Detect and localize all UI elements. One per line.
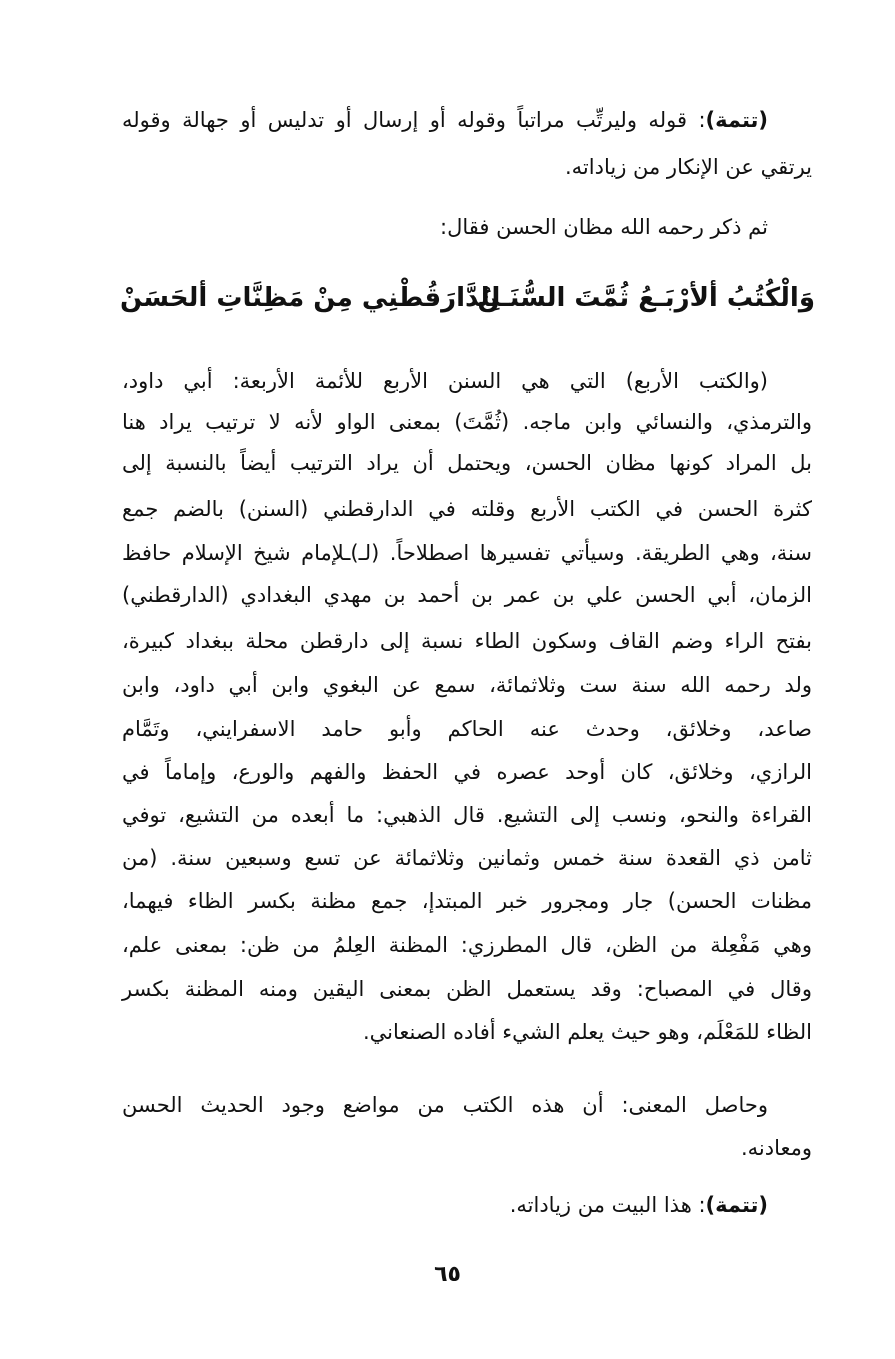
commentary-line-13: مظنات الحسن) جار ومجرور خبر المبتدإ، جمع مظنة بكسر الظاء فيهما،: [122, 889, 812, 913]
commentary-line-10: الرازي، وخلائق، كان أوحد عصره في الحفظ والفهم والورع، وإماماً في: [122, 760, 812, 784]
tatimma-label: (تتمة): [705, 108, 768, 132]
commentary-line-3: بل المراد كونها مظان الحسن، ويحتمل أن يراد الترتيب أيضاً بالنسبة إلى: [122, 451, 812, 475]
commentary-line-5: سنة، وهي الطريقة. وسيأتي تفسيرها اصطلاحاً. (لـ)ـلإمام شيخ الإسلام حافظ: [122, 541, 812, 565]
note-label: (تتمة): [705, 1193, 768, 1217]
summary-line-1: وحاصل المعنى: أن هذه الكتب من مواضع وجود الحديث الحسن: [122, 1093, 768, 1117]
tatimma-note: [510, 1190, 768, 1220]
commentary-line-6: الزمان، أبي الحسن علي بن عمر بن أحمد بن مهدي البغدادي (الدارقطني): [122, 583, 812, 607]
commentary-line-12: ثامن ذي القعدة سنة خمس وثمانين وثلاثمائة عن تسع وسبعين سنة. (من: [122, 846, 812, 870]
commentary-line-2: والترمذي، والنسائي وابن ماجه. (ثُمَّتَ) بمعنى الواو لأنه لا ترتيب يراد هنا: [122, 410, 812, 434]
commentary-line-4: كثرة الحسن في الكتب الأربع وقلته في الدارقطني (السنن) بالضم جمع: [122, 497, 812, 521]
commentary-line-16: الظاء للمَعْلَم، وهو حيث يعلم الشيء أفاده الصنعاني.: [363, 1020, 812, 1044]
page-number: ٦٥: [434, 1262, 461, 1287]
verse-intro: ثم ذكر رحمه الله مظان الحسن فقال:: [440, 215, 768, 239]
tatimma-line-2: يرتقي عن الإنكار من زياداته.: [565, 155, 812, 179]
note-text: : هذا البيت من زياداته.: [509, 1193, 706, 1217]
commentary-line-15: وقال في المصباح: وقد يستعمل الظن بمعنى اليقين ومنه المظنة بكسر: [122, 977, 812, 1001]
tatimma-line-1: [122, 105, 768, 135]
commentary-line-14: وهي مَفْعِلة من الظن، قال المطرزي: المظنة العِلمُ من ظن: بمعنى علم،: [122, 933, 812, 957]
summary-line-2: ومعادنه.: [740, 1136, 812, 1160]
verse-right-hemistich: وَالْكُتُبُ ألأرْبَـعُ ثُمَّتَ السُّنَـنُ: [477, 283, 815, 313]
commentary-line-11: القراءة والنحو، ونسب إلى التشيع. قال الذهبي: ما أبعده من التشيع، توفي: [122, 803, 812, 827]
commentary-line-7: بفتح الراء وضم القاف وسكون الطاء نسبة إلى دارقطن محلة ببغداد كبيرة،: [122, 629, 812, 653]
tatimma-text: : قوله وليرتِّب مراتباً وقوله أو إرسال أو تدليس أو جهالة وقوله: [122, 108, 706, 132]
verse-left-hemistich: لِلدَّارَقُطْنِي مِنْ مَظِنَّاتِ ألحَسَنْ: [120, 283, 501, 313]
commentary-line-1: (والكتب الأربع) التي هي السنن الأربع للأئمة الأربعة: أبي داود،: [122, 369, 768, 393]
commentary-line-9: صاعد، وخلائق، وحدث عنه الحاكم وأبو حامد الاسفرايني، وتَمَّام: [122, 717, 812, 741]
commentary-line-8: ولد رحمه الله سنة ست وثلاثمائة، سمع عن البغوي وابن أبي داود، وابن: [122, 673, 812, 697]
